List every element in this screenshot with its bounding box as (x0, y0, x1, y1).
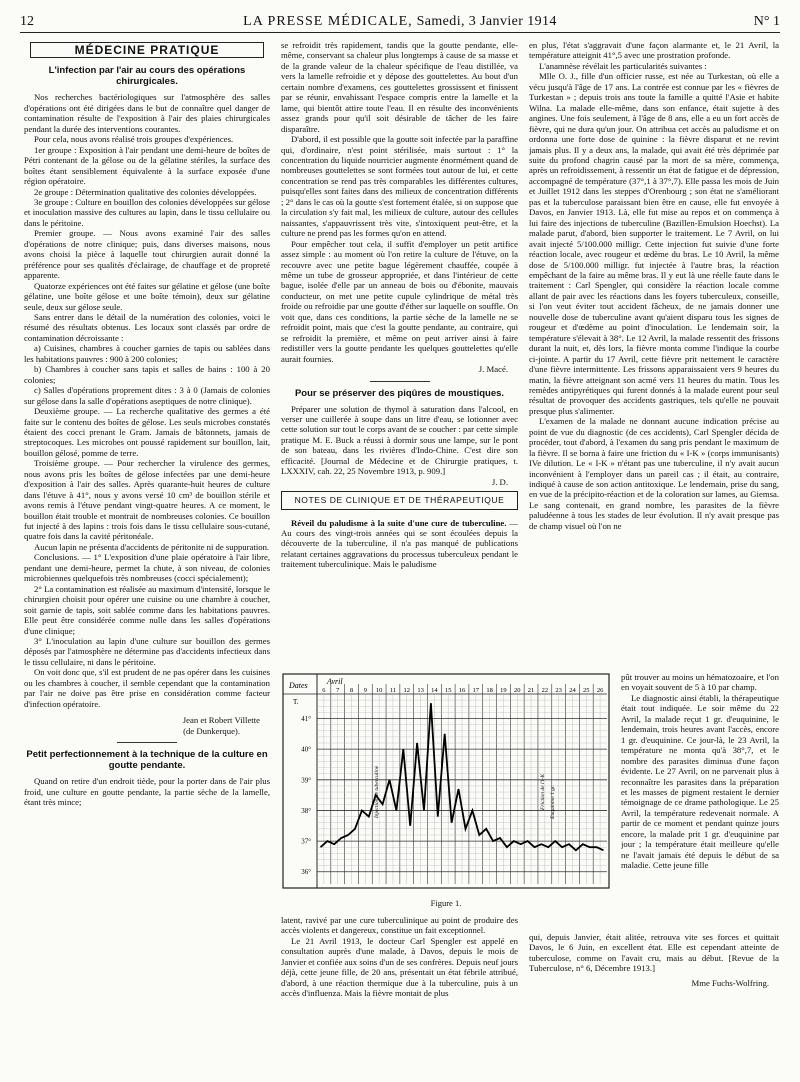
column-1 (24, 40, 270, 1070)
paragraph: Pour cela, nous avons réalisé trois groupes d'expériences. (34, 134, 234, 145)
day-tick-label: 23 (555, 687, 562, 694)
page-header (20, 12, 780, 32)
section-title-notes-clinique: NOTES DE CLINIQUE ET DE THÉRAPEUTIQUE (281, 491, 518, 509)
month-label: Avril (327, 677, 343, 686)
paragraph: Troisième groupe. — Pour rechercher la virulence des germes, nous avons pris les boîtes de gélose infectées par une demi-heure d'exposition à l'air des salles. Après quarante-huit heures de culture dans l'étuve à 41°, nous y avons versé 10 cm³ de bouillon stérile et avons remis à l'étuve pendant vingt-quatre heures. A ce moment, le bouillon était trouble et montrait de nombreuses colonies. Ce bouillon fut injecté à des lapins : trois fois dans le tissu cellulaire sous-cutané, quatre fois dans la cavité péritonéale. (24, 458, 270, 542)
article-body-paludisme (281, 518, 518, 570)
day-tick-label: 17 (472, 687, 480, 694)
day-tick-label: 21 (527, 687, 535, 694)
column-3-bottom (529, 932, 779, 1077)
article-signature: Jean et Robert Villette (182, 715, 260, 726)
paragraph: 1er groupe : Exposition à l'air pendant une demi-heure de boîtes de Pétri contenant de la gélose ou de la gélatine stériles, la surface des boîtes étant sensiblement équivalente à la surface exposée d'une région opératoire. (24, 144, 270, 187)
article-signature-jd: J. D. (491, 476, 508, 487)
section-title-medecine-pratique: MÉDECINE PRATIQUE (30, 42, 264, 58)
column-3 (529, 40, 779, 704)
day-tick-label: 10 (375, 687, 383, 694)
paragraph: Aucun lapin ne présenta d'accidents de péritonite ni de suppuration. (34, 541, 270, 552)
paragraph: Pour empêcher tout cela, il suffit d'employer un petit artifice assez simple : au moment où l'on retire la culture de l'étuve, on la recouvre avec une petite bague légèrement chauffée, coupée à même un tube de grosseur appropriée, et dans l'intérieur de cette bague, isolée d'elle par un anneau de bois ou d'ébonite, mauvais conducteur, on met une petite cupule cylindrique de métal très froide ou refroidie par une goutte d'éther sur laquelle on souffle. On voit que, dans ces conditions, la partie sèche de la lamelle ne se refroidit point, mais que c'est la goutte pendante, au contraire, qui se refroidit la première, et même on peut arriver ainsi à faire redistiller vers la goutte pendante les quelques gouttelettes qu'elle aurait fournies. (281, 238, 518, 364)
temp-tick-label: 40° (301, 745, 311, 754)
paragraph: L'examen de la malade ne donnant aucune indication précise au point de vue du diagnostic (de ces accidents), Carl Spengler décida de procéder, tout d'abord, à l'examen du sang pris pendant le maximum de la fièvre. Il se borna à faire une friction du « I-K » (corps immunisants) IVe dilution. Le « I-K » n'étant pas une tuberculine, il n'y avait aucun inconvénient à l'employer dans un pareil cas ; il était, au contraire, indiqué à cause de son action antitoxique. Le lendemain, prise du sang, en vue de la précipito-réaction et de la coloration sur lames, au Giemsa. Le sang contenait, en grand nombre, les parasites de la fièvre paludéenne à tous les stades de leur évolution. Il n'y avait presque pas de champ visuel où l'on ne (529, 416, 779, 531)
day-tick-label: 19 (500, 687, 507, 694)
paragraph: a) Cuisines, chambres à coucher garnies de tapis ou sablées dans les habitations pauvres : 900 à 200 colonies; (24, 343, 270, 364)
paragraph: Quatorze expériences ont été faites sur gélatine et gélose (une boîte gélatine, une boîte gélose et une boîte témoin), deux sur gélatine seule, deux sur gélose seule. (24, 280, 270, 312)
paragraph: 3e groupe : Culture en bouillon des colonies développées sur gélose et inoculation massive des cultures au lapin, dans le tissu cellulaire ou dans le péritoine. (24, 196, 270, 228)
temp-tick-label: 38° (301, 806, 311, 815)
page-number: 12 (20, 14, 34, 29)
chart-annotation: Euquinine 1 gr. (549, 785, 556, 819)
day-tick-label: 26 (596, 687, 604, 694)
issue-date: Samedi, 3 Janvier 1914 (416, 14, 557, 29)
article-title-goutte-pendante: Petit perfectionnement à la technique de la culture en goutte pendante. (26, 749, 268, 772)
journal-title: LA PRESSE MÉDICALE, (243, 14, 413, 29)
day-tick-label: 22 (541, 687, 549, 694)
paragraph: Deuxième groupe. — La recherche qualitative des germes a été faite sur le contenu des boîtes de gélose. Les seuls microbes constatés étaient des cocci prenant le Gram. Jamais de bâtonnets, jamais de streptocoques. Les microbes ont poussé rapidement sur bouillon, lait, bouillon gélosé, pomme de terre. (24, 406, 270, 458)
day-tick-label: 13 (417, 687, 424, 694)
article-signature-fuchs: Mme Fuchs-Wolfring. (691, 977, 769, 988)
paragraph: Mlle O. J., fille d'un officier russe, est née au Turkestan, où elle a vécu jusqu'à l'âge de 17 ans. La contrée est connue par les « fièvres de Turkestan » ; depuis trois ans toute la famille a quitté l'Asie et habite Wilna. La malade elle-même, dans son enfance, était sujette à des angines. Une fois seulement, à l'âge de 8 ans, elle a eu un fort accès de fièvre, qui ne dura qu'un jour. On attribua cet accès au paludisme et on ordonna une forte dose de quinine : la fièvre disparut et ne revint jamais plus. Il y a deux ans, la malade, qui avait été très déprimée par suite du profond chagrin causé par la mort de sa mère, commença, après un refroidissement, à ressentir un état de fatigue et de dépression, accompagné de température (37°,1 à 37°,7). Elle passa les mois de Juin et Juillet 1912 dans les steppes d'Orenbourg ; son état ne s'améliorant pas et la tuberculose paraissant bien être en cause, elle fut envoyée à Davos, en Janvier 1913. Là, elle fut mise au repos et on commença à lui faire des injections de tuberculine (Bazillen-Emulsion Hoechst). La malade parut, d'abord, bien supporter le traitement. Le 7 Avril, on lui avait injecté 5/100.000 milligr. Cette injection fut suivie d'une forte réaction locale, avec rougeur et œdème du bras. Le 10 Avril, la même dose de 5/100.000 milligr. fut injectée à l'autre bras, la réaction empêchant de la faire au même bras. Il y eut là une réelle faute dans le traitement : Carl Spengler, qui considère la réaction locale comme allant de pair avec les réactions dans les foyers tuberculeux, conseille, si l'on veut éviter tout accident fâcheux, de ne jamais donner une nouvelle dose de tuberculine avant qu'aient disparu tous les signes de rougeur et d'œdème au point d'inoculation. Le lendemain soir, la température s'élevait à 38°. Le 12 Avril, la malade ressentit des frissons durant la nuit, et, dès lors, la fièvre monta comme l'indique la courbe ci-jointe. A partir du 17 Avril, cette fièvre prit nettement le caractère d'une fièvre intermittente. Les frissons apparaissaient vers 9 heures du matin, la fièvre atteignant son acmé vers 11 heures du matin. Tous les remèdes antipyrétiques qui furent donnés à la malade eurent pour seul résultat de provoquer des accidents gastriques, tels qu'elle ne pouvait presque plus s'alimenter. (529, 71, 779, 416)
article-divider (370, 381, 430, 382)
paragraph: Sans entrer dans le détail de la numération des colonies, voici le résumé des résultats obtenus. Les locaux sont classés par ordre de contamination décroissante : (24, 311, 270, 343)
chart-annotation: Friction de l'I-K (539, 773, 546, 811)
temp-tick-label: 37° (301, 837, 311, 846)
paragraph: 2° La contamination est réalisée au maximum d'intensité, lorsque le chirurgien choisit pour opérer une cuisine ou une chambre à coucher, soit garnie de tapis, soit sablée comme dans les habitations pauvres. Elle peut être considérée comme nulle dans les salles d'opérations d'une clinique; (24, 583, 270, 636)
paragraph: Préparer une solution de thymol à saturation dans l'alcool, en verser une cuillerée à soupe dans un litre d'eau, se lotionner avec cette solution sur tout le corps avant de se coucher : par cette simple pratique M. E. Buck a réussi à dormir sous une lampe, sur le pont de son bateau, dans les rivières d'Indo-Chine. C'est dire son efficacité. [Journal de Médecine et de Chirurgie pratiques, t. LXXXIV, cah. 22, 25 Novembre 1913, p. 909.] (281, 403, 518, 477)
article-body-infection-air (24, 92, 270, 709)
temp-tick-label: 41° (301, 715, 311, 724)
article-signature-place: (de Dunkerque). (183, 725, 240, 736)
day-tick-label: 18 (486, 687, 493, 694)
header-rule (20, 32, 780, 33)
day-tick-label: 9 (363, 687, 367, 694)
paragraph: L'anamnèse révélait les particularités suivantes : (539, 60, 707, 71)
article-title-paludisme: Réveil du paludisme à la suite d'une cure de tuberculine. (291, 517, 507, 528)
dates-label: Dates (289, 681, 308, 690)
temp-tick-label: 39° (301, 776, 311, 785)
article-paludisme-intro: — Au cours des vingt-trois années qui se sont écoulées depuis la découverte de la tuberculine, il n'a pas manqué de publications relatant certaines aggravations du processus tuberculeux pendant le traitement tuberculinique. Mais le paludisme (281, 517, 518, 570)
day-tick-label: 12 (403, 687, 411, 694)
paragraph: latent, ravivé par une cure tuberculinique au point de produire des accès violents et dangereux, constitue un fait exceptionnel. (281, 915, 518, 936)
article-body-goutte-pendante (24, 776, 270, 807)
column-3-right-of-figure (621, 672, 779, 932)
day-tick-label: 16 (458, 687, 466, 694)
chart-annotation: Injection de tuberculine (374, 765, 381, 819)
paragraph: Conclusions. — 1° L'exposition d'une plaie opératoire à l'air libre, pendant une demi-heure, permet la chute, à son niveau, de colonies microbiennes quelquefois très nombreuses (cocci spécialement); (24, 552, 270, 584)
day-tick-label: 8 (349, 687, 354, 694)
figure-caption: Figure 1. (430, 898, 462, 908)
day-tick-label: 20 (513, 687, 521, 694)
paragraph: b) Chambres à coucher sans tapis et salles de bains : 100 à 20 colonies; (24, 364, 270, 385)
day-tick-label: 6 (322, 687, 326, 694)
article-divider (117, 742, 177, 743)
paragraph: Le diagnostic ainsi établi, la thérapeutique était tout indiquée. Le soir même du 22 Avril, la malade reçut 1 gr. d'euquinine, le lendemain, trois heures avant l'accès, encore 1 gr. d'euquinine. Ce jour-là, le 23 Avril, la température ne monta qu'à 38°,7, et le nombre des parasites diminua d'une façon évidente. Le 27 Avril, on ne parvenait plus à reconnaître les parasites dans la préparation et les masses de pigment restaient le dernier témoignage de ce drame pathologique. Le 25 Avril, la température redevenait normale. A partir de ce moment et pendant quinze jours encore, la malade prit 1 gr. d'euquinine par jour ; la température était meilleure qu'elle ne l'avait jamais été depuis le début de sa maladie. Cette jeune fille (621, 692, 779, 871)
article-title-moustiques: Pour se préserver des piqûres de moustiques. (294, 387, 505, 399)
day-tick-label: 7 (336, 687, 340, 694)
day-tick-label: 11 (389, 687, 397, 694)
paragraph: Nos recherches bactériologiques sur l'atmosphère des salles d'opérations ont été dirigées dans le but de connaître quel danger de contamination résulte de l'exposition à l'air des plaies chirurgicales pendant la durée des interventions courantes. (24, 92, 270, 134)
column-2-below-figure (281, 915, 518, 1070)
day-tick-label: 14 (431, 687, 438, 694)
article-signature-mace: J. Macé. (478, 364, 508, 375)
day-tick-label: 24 (569, 687, 576, 694)
article-body-goutte-pendante-cont (281, 40, 518, 364)
day-tick-label: 15 (444, 687, 452, 694)
issue-number: N° 1 (753, 14, 780, 29)
paragraph: 2e groupe : Détermination qualitative des colonies développées. (34, 186, 257, 197)
column-2 (281, 40, 518, 710)
temperature-chart (281, 672, 611, 892)
temp-unit-label: T. (293, 698, 299, 706)
article-body-paludisme-cont (529, 40, 779, 531)
paragraph: Quand on retire d'un endroit tiède, pour la porter dans de l'air plus froid, une culture en goutte pendante, la partie sèche de la lamelle, étant très mince; (24, 776, 270, 807)
paragraph: Premier groupe. — Nous avons examiné l'air des salles d'opérations de notre clinique; puis, dans diverses maisons, nous avons choisi la pièce à laquelle tout chirurgien aurait donné la préférence pour ses qualités d'éclairage, de chauffage et de propreté apparente. (24, 228, 270, 281)
article-title-infection-air: L'infection par l'air au cours des opérations chirurgicales. (48, 65, 246, 88)
paragraph: D'abord, il est possible que la goutte soit infectée par la paraffine qui, d'ordinaire, n'est point stérilisée, mais surtout : 1° la concentration du liquide nourricier augmente énormément quand de nombreuses gouttelettes se sont formées tout autour de lui, et cette concentration se rend pas très comparables les différentes cultures, puisqu'elles sont faites dans des milieux de concentration différents ; 2° dans le cas où la goutte s'est fortement étalée, si on suppose que la circulation s'y fait mal, les milieux de culture, autour des cellules naissantes, s'appauvrissent très vite, s'intoxiquent peut-être, et la culture ne prend pas les formes qu'on en attend. (281, 134, 518, 239)
paragraph: pût trouver au moins un hématozoaire, et l'on en voyait souvent de 5 à 10 par champ. (621, 672, 779, 693)
paragraph: Le 21 Avril 1913, le docteur Carl Spengler est appelé en consultation auprès d'une malade, à Davos, depuis le mois de Janvier et confiée aux soins d'un de ses confrères. Depuis neuf jours déjà, cette jeune fille, de 20 ans, présentait un état fébrile attribué, d'abord, à une réaction thermique due à la tuberculine, puis à un accès d'influenza. Mais la fièvre montait de plus (281, 935, 518, 999)
paragraph: c) Salles d'opérations proprement dites : 3 à 0 (Jamais de colonies sur gélose dans la salle d'opérations aseptiques de notre clinique). (24, 385, 270, 406)
paragraph: en plus, l'état s'aggravait d'une façon alarmante et, le 21 Avril, la température atteignit 41°,5 avec une prostration profonde. (529, 40, 779, 61)
temp-tick-label: 36° (301, 868, 311, 877)
article-body-moustiques (281, 404, 518, 477)
paragraph: qui, depuis Janvier, était alitée, retrouva vite ses forces et quittait Davos, le 6 Juin, en excellent état. Elle est cependant atteinte de tuberculose, comme on l'avait cru, mais au début. [Revue de la Tuberculose, n° 6, Décembre 1913.] (529, 932, 779, 974)
running-title (20, 14, 780, 30)
paragraph: On voit donc que, s'il est prudent de ne pas opérer dans les cuisines ou les chambres à coucher, il semble cependant que la contamination par l'air ne doive pas être prise en considération comme facteur d'infection opératoire. (24, 667, 270, 709)
paragraph: 3° L'inoculation au lapin d'une culture sur bouillon des germes déposés par l'atmosphère ne détermine pas d'accidents infectieux dans le tissu cellulaire, ni dans le péritoine. (24, 636, 270, 667)
paragraph: se refroidit très rapidement, tandis que la goutte pendante, elle-même, conservant sa chaleur plus longtemps à cause de sa masse et de la grande valeur de la chaleur spécifique de l'eau distillée, va vers la lamelle refroidie et y dépose des gouttelettes. Au bout d'un certain nombre d'examens, ces gouttelettes grossissent et finissent par se réunir, envahissant l'espace compris entre la lamelle et la lame, qui bientôt attire toute l'eau. Il en résulte des inconvénients assez grands pour qu'il soit désirable de tâcher de les faire disparaître. (281, 40, 518, 134)
day-tick-label: 25 (583, 687, 590, 694)
chart-frame (283, 674, 609, 888)
